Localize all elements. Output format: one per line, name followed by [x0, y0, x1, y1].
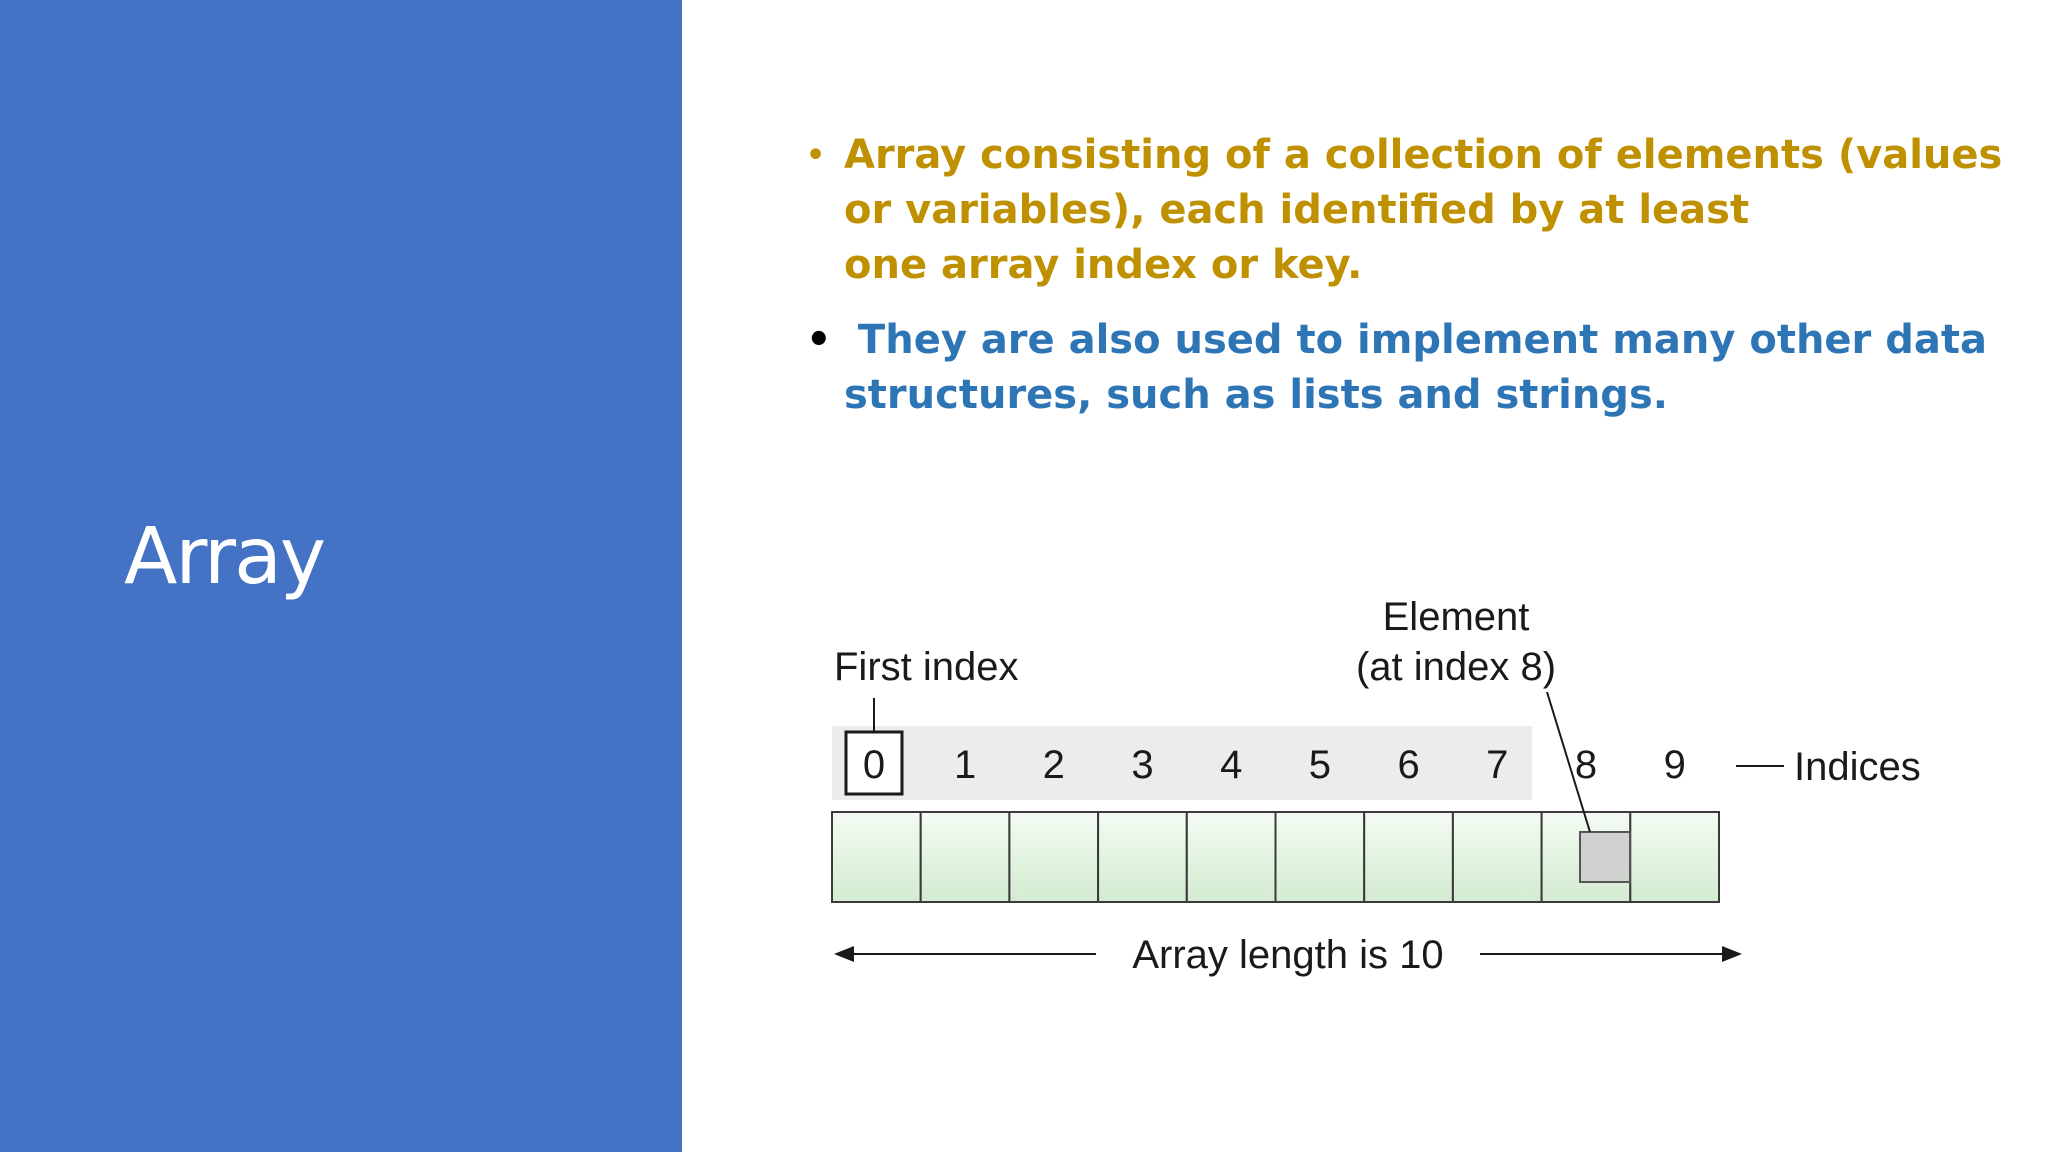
array-cell [921, 812, 1010, 902]
indices-label: Indices [1794, 745, 1921, 789]
length-arrowhead-left [834, 946, 854, 962]
index-label: 8 [1574, 743, 1598, 787]
index-label: 6 [1397, 743, 1420, 787]
array-cell [1098, 812, 1187, 902]
index-label: 2 [1042, 743, 1065, 787]
array-cell [1276, 812, 1365, 902]
bullet-marker: • [806, 317, 832, 363]
index-label: 4 [1220, 743, 1243, 787]
slide-title: Array [124, 512, 325, 602]
bullet-item [806, 128, 2003, 293]
bullet-list [806, 128, 2003, 423]
array-diagram [800, 580, 1940, 1000]
index-label: 1 [953, 743, 977, 787]
index-label: 7 [1486, 743, 1509, 787]
index-label: 9 [1663, 743, 1686, 787]
index-label: 0 [862, 743, 886, 787]
array-cell [1453, 812, 1542, 902]
bullet-line: or variables), each identified by at least [844, 187, 1750, 233]
bullet-line: They are also used to implement many other data [844, 317, 1987, 363]
array-cell [1009, 812, 1098, 902]
index-bar [832, 726, 1532, 800]
bullet-line: Array consisting of a collection of elements (values [844, 132, 2003, 178]
array-cell [832, 812, 921, 902]
element-square [1580, 832, 1630, 882]
array-cell [1364, 812, 1453, 902]
array-diagram-svg [800, 580, 1940, 1000]
length-arrowhead-right [1722, 946, 1742, 962]
title-panel [0, 0, 682, 1152]
bullet-line: one array index or key. [844, 242, 1363, 288]
element-label-line1: Element [1382, 595, 1530, 639]
first-index-label: First index [834, 645, 1019, 689]
index-label: 5 [1308, 743, 1332, 787]
index-label: 3 [1131, 743, 1154, 787]
array-cell [1630, 812, 1719, 902]
array-length-label: Array length is 10 [1132, 933, 1444, 977]
array-cell [1187, 812, 1276, 902]
bullet-line: structures, such as lists and strings. [844, 372, 1668, 418]
bullet-marker: • [806, 138, 826, 173]
element-label-line2: (at index 8) [1355, 645, 1557, 689]
bullet-item [806, 313, 1987, 423]
